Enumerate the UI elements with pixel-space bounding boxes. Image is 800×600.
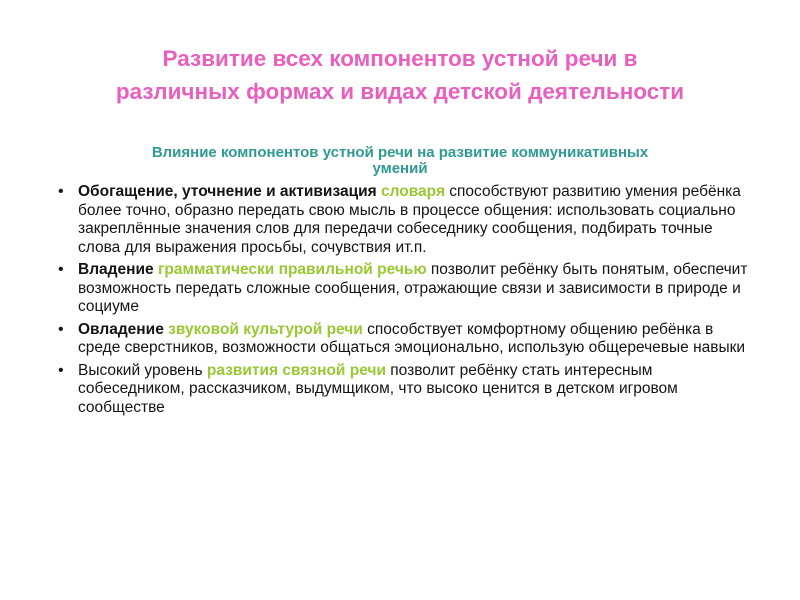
- bullet-highlight: звуковой культурой речи: [168, 320, 363, 338]
- bullet-text: способствуют развитию умения ребёнка более точно, образно передать свою мысль в процессе общения: использовать социально закреплённые значения слов для передачи собеседнику сообщения, подбирать точные слова для выражения просьбы, сочувствия ит.п.: [78, 183, 741, 256]
- bullet-lead: Обогащение, уточнение и активизация: [78, 183, 381, 200]
- bullet-text: способствует комфортному общению ребёнка в среде сверстников, возможности общаться эмоционально, использую общеречевые навыки: [78, 320, 746, 356]
- bullet-lead: Овладение: [78, 320, 169, 338]
- slide-title: [40, 42, 760, 108]
- slide-subtitle-line-2: умений: [372, 160, 428, 177]
- bullet-item: [58, 183, 758, 257]
- bullet-highlight: словаря: [381, 183, 445, 200]
- slide-subtitle: [60, 145, 740, 177]
- bullet-text: позволит ребёнку стать интересным собеседником, рассказчиком, выдумщиком, что высоко ценится в детском игровом сообществе: [78, 361, 678, 416]
- slide-title-line-2: различных формах и видах детской деятельности: [115, 79, 685, 104]
- bullet-lead: Высокий уровень: [78, 361, 207, 379]
- bullet-text: позволит ребёнку быть понятым, обеспечит возможность передать сложные сообщения, отражающие связи и зависимости в природе и социуме: [78, 261, 748, 315]
- bullet-item: [58, 321, 758, 358]
- slide-title-line-1: Развитие всех компонентов устной речи в: [162, 46, 638, 71]
- bullet-item: [58, 362, 758, 418]
- bullet-highlight: развития связной речи: [206, 361, 386, 379]
- slide-subtitle-line-1: Влияние компонентов устной речи на развитие коммуникативных: [151, 144, 649, 161]
- bullet-highlight: грамматически правильной речью: [157, 261, 427, 278]
- bullet-item: [58, 261, 758, 317]
- bullet-lead: Владение: [78, 261, 158, 278]
- bullet-list: [58, 183, 758, 421]
